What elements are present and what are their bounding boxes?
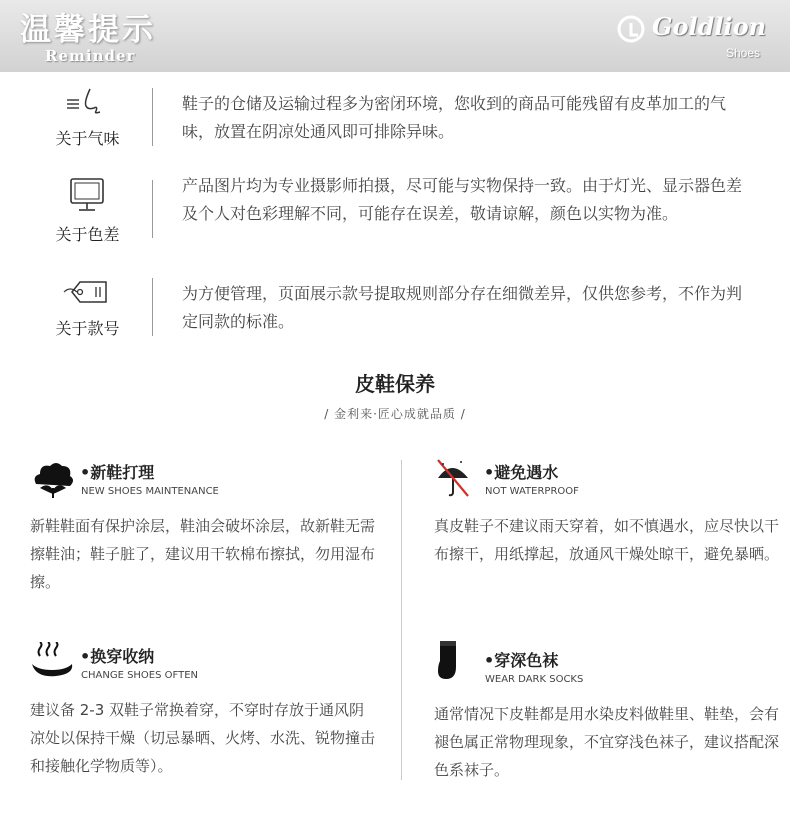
- notice-divider: [152, 180, 153, 238]
- header-subtitle: Reminder: [45, 47, 136, 65]
- notice-divider: [152, 278, 153, 336]
- monitor-icon: [60, 176, 114, 218]
- care-item-subtitle: CHANGE SHOES OFTEN: [81, 670, 199, 681]
- goldlion-mark-icon: [616, 14, 646, 44]
- sock-icon: [434, 634, 480, 690]
- notice-text: 鞋子的仓储及运输过程多为密闭环境，您收到的商品可能残留有皮革加工的气味，放置在阴凉处通风即可排除异味。: [182, 94, 727, 141]
- care-item-text: 真皮鞋子不建议雨天穿着，如不慎遇水，应尽快以干布擦干，用纸撑起，放通风干燥处晾干，避免暴晒。: [434, 517, 780, 563]
- notice-label: 关于色差: [55, 225, 120, 244]
- care-item-title: •换穿收纳: [80, 647, 155, 666]
- care-item-text: 建议备 2-3 双鞋子常换着穿，不穿时存放于通风阴凉处以保持干燥（切忌暴晒、火烤、水洗、锐物撞击和接触化学物质等）。: [30, 701, 376, 775]
- care-column-divider: [401, 460, 402, 780]
- cloud-shoe-icon: [30, 458, 76, 504]
- care-item-title: •穿深色袜: [484, 651, 559, 670]
- brand-sub: Shoes: [725, 46, 760, 60]
- notice-label: 关于款号: [55, 319, 120, 338]
- care-section-title: 皮鞋保养: [355, 372, 435, 396]
- notice-text: 产品图片均为专业摄影师拍摄，尽可能与实物保持一致。由于灯光、显示器色差及个人对色彩理解不同，可能存在误差，敬请谅解，颜色以实物为准。: [182, 176, 743, 223]
- care-item-subtitle: NOT WATERPROOF: [485, 486, 579, 497]
- care-item-text: 通常情况下皮鞋都是用水染皮料做鞋里、鞋垫，会有褪色属正常物理现象，不宜穿浅色袜子，建议搭配深色系袜子。: [434, 705, 780, 779]
- care-item-title: •新鞋打理: [80, 463, 155, 482]
- tag-icon: [60, 276, 114, 318]
- notice-label: 关于气味: [55, 129, 120, 148]
- smell-icon: [60, 84, 114, 126]
- steam-shoe-icon: [30, 642, 76, 688]
- care-item-title: •避免遇水: [484, 463, 559, 482]
- brand-name: Goldlion: [652, 12, 767, 41]
- no-umbrella-icon: [434, 458, 480, 504]
- notice-text: 为方便管理，页面展示款号提取规则部分存在细微差异，仅供您参考，不作为判定同款的标准。: [182, 284, 743, 331]
- care-item-subtitle: WEAR DARK SOCKS: [485, 674, 584, 685]
- care-item-text: 新鞋鞋面有保护涂层，鞋油会破坏涂层，故新鞋无需擦鞋油；鞋子脏了，建议用干软棉布擦拭，勿用湿布擦。: [30, 517, 376, 591]
- notice-divider: [152, 88, 153, 146]
- brand-logo: [616, 12, 766, 64]
- reminder-header: [0, 0, 790, 72]
- care-section-subtitle: / 金利来·匠心成就品质 /: [324, 407, 466, 421]
- care-item-subtitle: NEW SHOES MAINTENANCE: [81, 486, 219, 497]
- header-title: 温馨提示: [20, 12, 156, 48]
